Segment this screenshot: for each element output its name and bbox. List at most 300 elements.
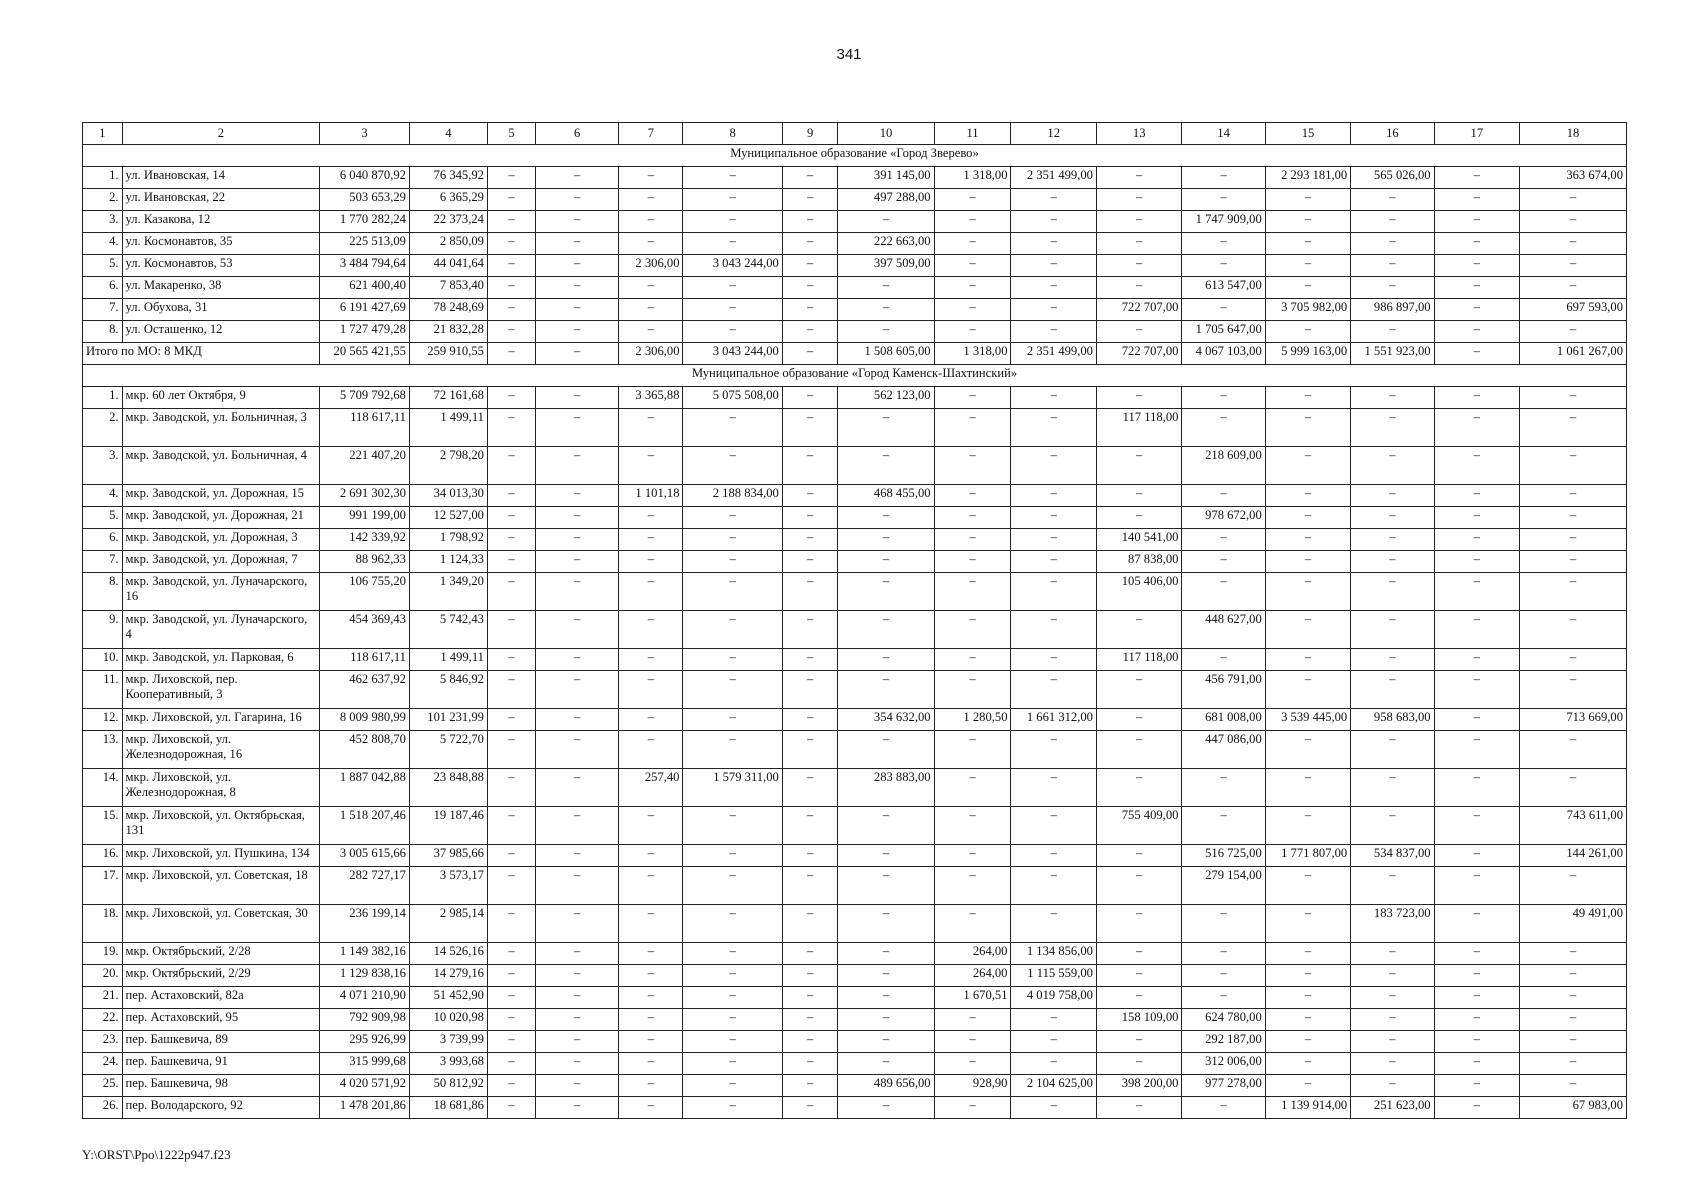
table-cell: –: [782, 1009, 838, 1031]
table-cell: 977 278,00: [1182, 1075, 1265, 1097]
table-cell: –: [487, 965, 535, 987]
table-cell: –: [487, 387, 535, 409]
table-row: [83, 1097, 1627, 1119]
table-cell: –: [619, 807, 683, 845]
table-cell: 1 149 382,16: [320, 943, 410, 965]
table-cell: –: [1520, 211, 1627, 233]
table-cell: –: [1434, 277, 1519, 299]
table-cell: –: [683, 573, 782, 611]
table-cell: –: [1182, 255, 1265, 277]
table-cell: –: [1096, 387, 1181, 409]
table-cell: –: [934, 845, 1011, 867]
table-cell: пер. Башкевича, 98: [122, 1075, 320, 1097]
table-cell: 8.: [83, 321, 123, 343]
table-cell: –: [619, 709, 683, 731]
table-row: [83, 409, 1627, 447]
table-cell: –: [619, 299, 683, 321]
table-cell: –: [683, 731, 782, 769]
table-cell: –: [1011, 769, 1096, 807]
table-row: [83, 321, 1627, 343]
total-label: Итого по МО: 8 МКД: [83, 343, 320, 365]
table-cell: –: [782, 905, 838, 943]
table-cell: –: [1182, 485, 1265, 507]
table-cell: –: [1182, 189, 1265, 211]
table-cell: –: [683, 551, 782, 573]
table-cell: –: [1265, 255, 1350, 277]
table-cell: –: [1520, 529, 1627, 551]
table-cell: –: [536, 671, 619, 709]
table-cell: –: [1434, 255, 1519, 277]
total-cell: –: [536, 343, 619, 365]
table-cell: –: [619, 845, 683, 867]
table-cell: –: [536, 387, 619, 409]
table-cell: ул. Макаренко, 38: [122, 277, 320, 299]
table-cell: –: [619, 573, 683, 611]
table-cell: 6.: [83, 277, 123, 299]
table-cell: –: [1434, 905, 1519, 943]
table-cell: 1 124,33: [409, 551, 487, 573]
table-cell: 468 455,00: [838, 485, 934, 507]
table-cell: 14 526,16: [409, 943, 487, 965]
table-cell: 10.: [83, 649, 123, 671]
table-cell: –: [1351, 807, 1434, 845]
table-cell: –: [487, 709, 535, 731]
table-cell: –: [1096, 1097, 1181, 1119]
table-cell: –: [1351, 233, 1434, 255]
table-cell: –: [838, 671, 934, 709]
table-cell: –: [1434, 943, 1519, 965]
table-row: [83, 769, 1627, 807]
table-cell: –: [487, 649, 535, 671]
table-row: [83, 1031, 1627, 1053]
table-cell: –: [838, 409, 934, 447]
table-row: [83, 211, 1627, 233]
table-cell: 3 365,88: [619, 387, 683, 409]
table-cell: –: [934, 233, 1011, 255]
table-cell: –: [536, 867, 619, 905]
table-cell: –: [683, 987, 782, 1009]
table-cell: –: [536, 255, 619, 277]
table-cell: –: [934, 1009, 1011, 1031]
table-cell: –: [1096, 1053, 1181, 1075]
table-cell: пер. Астаховский, 95: [122, 1009, 320, 1031]
table-cell: –: [1520, 611, 1627, 649]
table-cell: 5 722,70: [409, 731, 487, 769]
table-cell: –: [1182, 299, 1265, 321]
table-cell: –: [1520, 1009, 1627, 1031]
table-cell: 23 848,88: [409, 769, 487, 807]
table-row: [83, 987, 1627, 1009]
table-cell: –: [683, 447, 782, 485]
table-cell: –: [619, 1053, 683, 1075]
table-cell: –: [934, 1097, 1011, 1119]
table-cell: пер. Башкевича, 89: [122, 1031, 320, 1053]
table-cell: –: [1434, 845, 1519, 867]
table-cell: –: [619, 551, 683, 573]
table-cell: мкр. Заводской, ул. Луначарского, 16: [122, 573, 320, 611]
table-cell: 183 723,00: [1351, 905, 1434, 943]
table-cell: –: [838, 447, 934, 485]
table-cell: –: [1265, 1053, 1350, 1075]
table-cell: –: [619, 529, 683, 551]
table-cell: –: [1011, 731, 1096, 769]
table-cell: 14 279,16: [409, 965, 487, 987]
table-cell: 3 993,68: [409, 1053, 487, 1075]
table-cell: –: [1520, 409, 1627, 447]
table-cell: –: [683, 867, 782, 905]
table-cell: 222 663,00: [838, 233, 934, 255]
table-cell: –: [934, 731, 1011, 769]
table-cell: –: [838, 845, 934, 867]
table-cell: –: [487, 255, 535, 277]
total-cell: 722 707,00: [1096, 343, 1181, 365]
table-cell: –: [1011, 299, 1096, 321]
table-cell: –: [487, 507, 535, 529]
table-cell: –: [1011, 573, 1096, 611]
table-row: [83, 671, 1627, 709]
table-cell: –: [536, 987, 619, 1009]
table-cell: –: [619, 987, 683, 1009]
table-cell: 621 400,40: [320, 277, 410, 299]
table-row: [83, 485, 1627, 507]
column-header: 4: [409, 123, 487, 145]
table-cell: 1 115 559,00: [1011, 965, 1096, 987]
table-cell: 257,40: [619, 769, 683, 807]
table-cell: –: [536, 1053, 619, 1075]
table-cell: –: [1265, 189, 1350, 211]
table-cell: 391 145,00: [838, 167, 934, 189]
table-row: [83, 1075, 1627, 1097]
table-cell: –: [934, 277, 1011, 299]
total-cell: 1 551 923,00: [1351, 343, 1434, 365]
table-cell: –: [1265, 965, 1350, 987]
table-cell: –: [487, 409, 535, 447]
total-cell: 20 565 421,55: [320, 343, 410, 365]
table-cell: –: [782, 867, 838, 905]
table-cell: –: [683, 211, 782, 233]
column-header: 11: [934, 123, 1011, 145]
table-cell: –: [782, 211, 838, 233]
table-cell: –: [1434, 611, 1519, 649]
table-cell: –: [536, 485, 619, 507]
table-row: [83, 507, 1627, 529]
total-cell: –: [782, 343, 838, 365]
table-cell: –: [1011, 255, 1096, 277]
total-cell: 2 306,00: [619, 343, 683, 365]
table-cell: 448 627,00: [1182, 611, 1265, 649]
table-cell: –: [1434, 485, 1519, 507]
table-cell: 1 727 479,28: [320, 321, 410, 343]
table-row: [83, 1053, 1627, 1075]
table-cell: 2 306,00: [619, 255, 683, 277]
table-cell: –: [934, 611, 1011, 649]
table-cell: –: [1011, 447, 1096, 485]
table-cell: –: [1096, 277, 1181, 299]
column-header: 6: [536, 123, 619, 145]
table-cell: 7 853,40: [409, 277, 487, 299]
table-cell: –: [934, 299, 1011, 321]
table-cell: –: [683, 905, 782, 943]
table-cell: –: [1096, 507, 1181, 529]
column-header: 9: [782, 123, 838, 145]
table-cell: –: [1011, 807, 1096, 845]
table-cell: 397 509,00: [838, 255, 934, 277]
table-cell: 447 086,00: [1182, 731, 1265, 769]
table-cell: –: [1520, 485, 1627, 507]
table-cell: 722 707,00: [1096, 299, 1181, 321]
table-cell: –: [782, 1097, 838, 1119]
table-cell: 142 339,92: [320, 529, 410, 551]
table-cell: –: [1351, 671, 1434, 709]
table-cell: –: [1265, 233, 1350, 255]
table-cell: –: [1434, 1009, 1519, 1031]
table-cell: 1 887 042,88: [320, 769, 410, 807]
total-cell: 4 067 103,00: [1182, 343, 1265, 365]
table-cell: –: [1096, 709, 1181, 731]
table-cell: 2 188 834,00: [683, 485, 782, 507]
section-title-row: [83, 365, 1627, 387]
table-cell: –: [487, 769, 535, 807]
table-cell: –: [1434, 167, 1519, 189]
table-cell: мкр. Заводской, ул. Дорожная, 15: [122, 485, 320, 507]
table-cell: –: [782, 299, 838, 321]
table-cell: –: [1520, 731, 1627, 769]
table-row: [83, 551, 1627, 573]
table-cell: –: [1265, 447, 1350, 485]
table-cell: 2 691 302,30: [320, 485, 410, 507]
table-cell: –: [1520, 1075, 1627, 1097]
table-cell: –: [1182, 649, 1265, 671]
table-cell: –: [782, 807, 838, 845]
table-cell: 1 798,92: [409, 529, 487, 551]
table-cell: 17.: [83, 867, 123, 905]
table-cell: –: [536, 529, 619, 551]
table-cell: –: [683, 943, 782, 965]
table-cell: мкр. Заводской, ул. Дорожная, 3: [122, 529, 320, 551]
table-cell: 51 452,90: [409, 987, 487, 1009]
table-cell: –: [838, 943, 934, 965]
table-row: [83, 573, 1627, 611]
table-cell: 354 632,00: [838, 709, 934, 731]
table-cell: –: [619, 731, 683, 769]
table-cell: –: [683, 1075, 782, 1097]
table-cell: –: [619, 1031, 683, 1053]
table-cell: –: [934, 507, 1011, 529]
column-header: 14: [1182, 123, 1265, 145]
table-cell: –: [1351, 987, 1434, 1009]
data-table: [82, 122, 1627, 1119]
table-cell: 144 261,00: [1520, 845, 1627, 867]
table-cell: 1 318,00: [934, 167, 1011, 189]
table-row: [83, 905, 1627, 943]
table-row: [83, 965, 1627, 987]
table-cell: –: [1434, 965, 1519, 987]
table-cell: –: [1265, 1031, 1350, 1053]
table-cell: –: [619, 671, 683, 709]
table-cell: мкр. Заводской, ул. Луначарского, 4: [122, 611, 320, 649]
table-cell: 978 672,00: [1182, 507, 1265, 529]
table-row: [83, 649, 1627, 671]
table-cell: 78 248,69: [409, 299, 487, 321]
table-cell: –: [1520, 507, 1627, 529]
table-cell: –: [1011, 611, 1096, 649]
table-cell: –: [782, 409, 838, 447]
table-cell: 279 154,00: [1182, 867, 1265, 905]
table-cell: –: [934, 387, 1011, 409]
table-cell: –: [1265, 485, 1350, 507]
column-header: 15: [1265, 123, 1350, 145]
table-cell: –: [838, 1031, 934, 1053]
table-cell: 363 674,00: [1520, 167, 1627, 189]
table-cell: –: [1011, 529, 1096, 551]
table-cell: –: [536, 277, 619, 299]
table-cell: –: [1265, 769, 1350, 807]
table-cell: –: [1520, 671, 1627, 709]
table-cell: 18.: [83, 905, 123, 943]
table-cell: пер. Володарского, 92: [122, 1097, 320, 1119]
table-cell: –: [1351, 1053, 1434, 1075]
table-cell: 25.: [83, 1075, 123, 1097]
table-cell: –: [1351, 965, 1434, 987]
table-cell: 72 161,68: [409, 387, 487, 409]
table-cell: –: [1011, 671, 1096, 709]
table-cell: –: [683, 1009, 782, 1031]
table-cell: –: [1434, 551, 1519, 573]
footer-file-path: Y:\ORST\Ppo\1222p947.f23: [82, 1147, 231, 1162]
table-cell: 19 187,46: [409, 807, 487, 845]
table-cell: 2 104 625,00: [1011, 1075, 1096, 1097]
table-cell: –: [536, 1097, 619, 1119]
table-cell: –: [536, 507, 619, 529]
table-row: [83, 167, 1627, 189]
table-cell: –: [1011, 1031, 1096, 1053]
table-cell: –: [1351, 409, 1434, 447]
table-cell: 140 541,00: [1096, 529, 1181, 551]
table-cell: –: [487, 867, 535, 905]
table-cell: –: [1265, 409, 1350, 447]
table-cell: –: [782, 255, 838, 277]
table-cell: –: [1011, 649, 1096, 671]
table-cell: 76 345,92: [409, 167, 487, 189]
table-row: [83, 299, 1627, 321]
table-cell: –: [619, 611, 683, 649]
table-cell: –: [536, 321, 619, 343]
table-cell: 117 118,00: [1096, 649, 1181, 671]
table-cell: 755 409,00: [1096, 807, 1181, 845]
table-cell: –: [1182, 807, 1265, 845]
table-cell: 44 041,64: [409, 255, 487, 277]
table-cell: 225 513,09: [320, 233, 410, 255]
table-cell: 264,00: [934, 965, 1011, 987]
table-cell: –: [1182, 769, 1265, 807]
table-cell: 67 983,00: [1520, 1097, 1627, 1119]
table-cell: мкр. Заводской, ул. Парковая, 6: [122, 649, 320, 671]
column-header: 17: [1434, 123, 1519, 145]
table-cell: 3 539 445,00: [1265, 709, 1350, 731]
table-cell: –: [1520, 1053, 1627, 1075]
table-cell: –: [1096, 255, 1181, 277]
table-cell: –: [1096, 211, 1181, 233]
table-row: [83, 731, 1627, 769]
table-cell: –: [782, 769, 838, 807]
table-cell: ул. Космонавтов, 35: [122, 233, 320, 255]
table-cell: –: [782, 731, 838, 769]
table-cell: –: [536, 447, 619, 485]
table-cell: –: [1351, 573, 1434, 611]
table-cell: –: [1520, 255, 1627, 277]
table-row: [83, 447, 1627, 485]
table-cell: –: [1434, 867, 1519, 905]
table-cell: 565 026,00: [1351, 167, 1434, 189]
table-cell: 1 771 807,00: [1265, 845, 1350, 867]
table-cell: –: [1520, 769, 1627, 807]
table-cell: –: [487, 731, 535, 769]
table-cell: –: [1351, 321, 1434, 343]
table-cell: –: [782, 1053, 838, 1075]
table-cell: –: [487, 1097, 535, 1119]
table-cell: –: [1011, 387, 1096, 409]
table-cell: 251 623,00: [1351, 1097, 1434, 1119]
table-cell: 1 349,20: [409, 573, 487, 611]
table-cell: –: [619, 1009, 683, 1031]
total-cell: –: [487, 343, 535, 365]
table-cell: –: [782, 709, 838, 731]
table-cell: 743 611,00: [1520, 807, 1627, 845]
table-cell: –: [838, 649, 934, 671]
table-cell: –: [1265, 943, 1350, 965]
table-cell: 312 006,00: [1182, 1053, 1265, 1075]
table-cell: мкр. Лиховской, ул. Пушкина, 134: [122, 845, 320, 867]
table-cell: –: [1434, 1031, 1519, 1053]
table-cell: –: [1520, 1031, 1627, 1053]
table-cell: –: [1011, 551, 1096, 573]
table-cell: –: [1434, 1053, 1519, 1075]
table-cell: –: [1351, 255, 1434, 277]
table-cell: –: [782, 965, 838, 987]
page-number: 341: [836, 46, 862, 63]
table-cell: мкр. Лиховской, ул. Гагарина, 16: [122, 709, 320, 731]
table-cell: 87 838,00: [1096, 551, 1181, 573]
table-cell: –: [683, 409, 782, 447]
column-header: 2: [122, 123, 320, 145]
table-cell: –: [1265, 671, 1350, 709]
table-cell: 6 365,29: [409, 189, 487, 211]
table-cell: –: [838, 867, 934, 905]
table-row: [83, 807, 1627, 845]
table-cell: –: [1011, 905, 1096, 943]
table-cell: 456 791,00: [1182, 671, 1265, 709]
table-cell: 20.: [83, 965, 123, 987]
table-cell: 562 123,00: [838, 387, 934, 409]
table-cell: –: [838, 807, 934, 845]
table-cell: –: [683, 709, 782, 731]
table-cell: –: [536, 965, 619, 987]
table-cell: –: [487, 807, 535, 845]
table-cell: –: [619, 905, 683, 943]
column-header: 12: [1011, 123, 1096, 145]
table-cell: 105 406,00: [1096, 573, 1181, 611]
table-cell: 489 656,00: [838, 1075, 934, 1097]
total-cell: –: [1434, 343, 1519, 365]
table-cell: –: [934, 649, 1011, 671]
table-cell: –: [1351, 277, 1434, 299]
table-cell: –: [1096, 943, 1181, 965]
total-cell: 3 043 244,00: [683, 343, 782, 365]
table-cell: –: [1011, 211, 1096, 233]
table-cell: 22 373,24: [409, 211, 487, 233]
table-cell: 5.: [83, 507, 123, 529]
table-cell: –: [619, 507, 683, 529]
